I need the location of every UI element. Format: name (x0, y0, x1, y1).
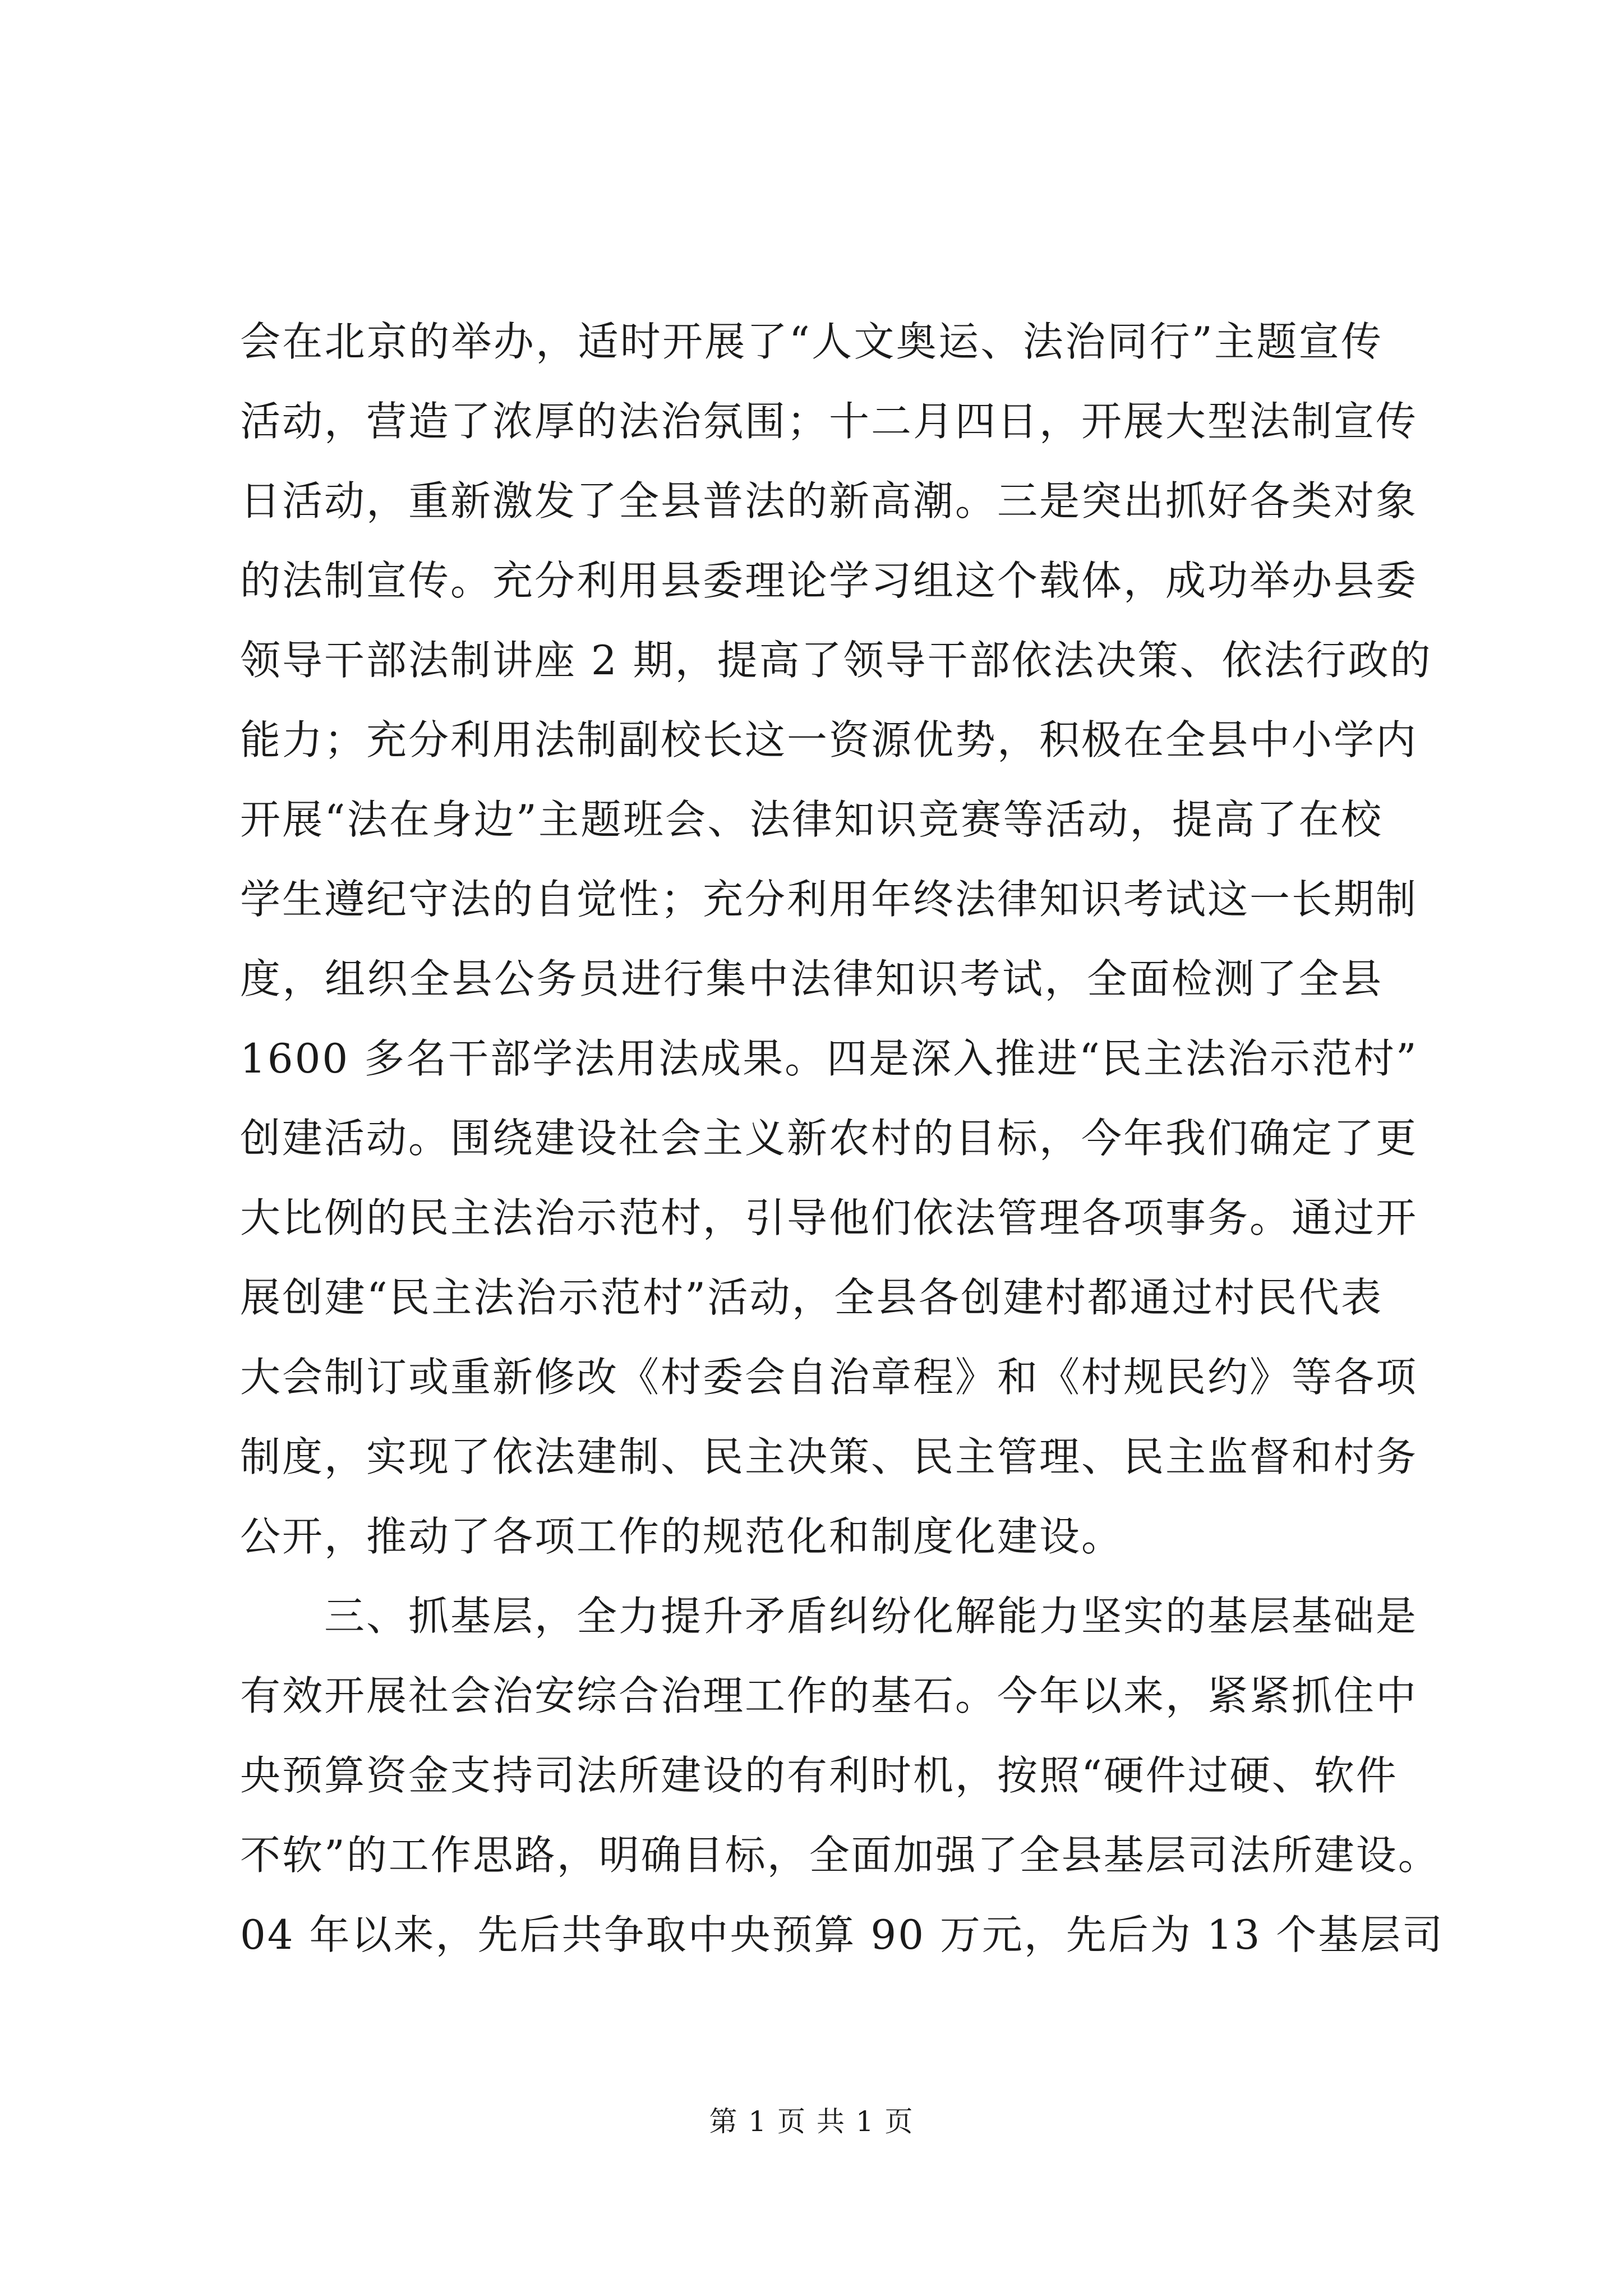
text-line: 能力；充分利用法制副校长这一资源优势，积极在全县中小学内 (240, 716, 1418, 763)
document-body (240, 302, 1445, 1975)
text-line: 展创建“民主法治示范村”活动，全县各创建村都通过村民代表 (240, 1274, 1383, 1321)
text-line: 创建活动。围绕建设社会主义新农村的目标，今年我们确定了更 (240, 1115, 1418, 1162)
text-line: 央预算资金支持司法所建设的有利时机，按照“硬件过硬、软件 (240, 1752, 1398, 1799)
text-line-indented: 三、抓基层，全力提升矛盾纠纷化解能力坚实的基层基础是 (240, 1593, 1418, 1640)
text-line: 1600 多名干部学法用法成果。四是深入推进“民主法治示范村” (240, 1035, 1418, 1082)
text-line: 领导干部法制讲座 2 期，提高了领导干部依法决策、依法行政的 (240, 637, 1432, 684)
text-line: 不软”的工作思路，明确目标，全面加强了全县基层司法所建设。 (240, 1832, 1440, 1879)
page-footer: 第 1 页 共 1 页 (709, 2105, 914, 2138)
text-line: 的法制宣传。充分利用县委理论学习组这个载体，成功举办县委 (240, 557, 1418, 604)
text-line: 度，组织全县公务员进行集中法律知识考试，全面检测了全县 (240, 955, 1383, 1002)
text-line: 大比例的民主法治示范村，引导他们依法管理各项事务。通过开 (240, 1194, 1418, 1241)
text-line: 有效开展社会治安综合治理工作的基石。今年以来，紧紧抓住中 (240, 1672, 1418, 1719)
text-line: 制度，实现了依法建制、民主决策、民主管理、民主监督和村务 (240, 1433, 1418, 1480)
text-line: 公开，推动了各项工作的规范化和制度化建设。 (240, 1513, 1124, 1560)
text-line: 会在北京的举办，适时开展了“人文奥运、法治同行”主题宣传 (240, 318, 1383, 365)
text-line: 大会制订或重新修改《村委会自治章程》和《村规民约》等各项 (240, 1354, 1418, 1401)
text-line: 开展“法在身边”主题班会、法律知识竞赛等活动，提高了在校 (240, 796, 1383, 843)
text-line: 日活动，重新激发了全县普法的新高潮。三是突出抓好各类对象 (240, 477, 1418, 524)
text-line: 活动，营造了浓厚的法治氛围；十二月四日，开展大型法制宣传 (240, 398, 1418, 445)
text-line: 学生遵纪守法的自觉性；充分利用年终法律知识考试这一长期制 (240, 876, 1418, 923)
text-line: 04 年以来，先后共争取中央预算 90 万元，先后为 13 个基层司 (240, 1911, 1445, 1958)
